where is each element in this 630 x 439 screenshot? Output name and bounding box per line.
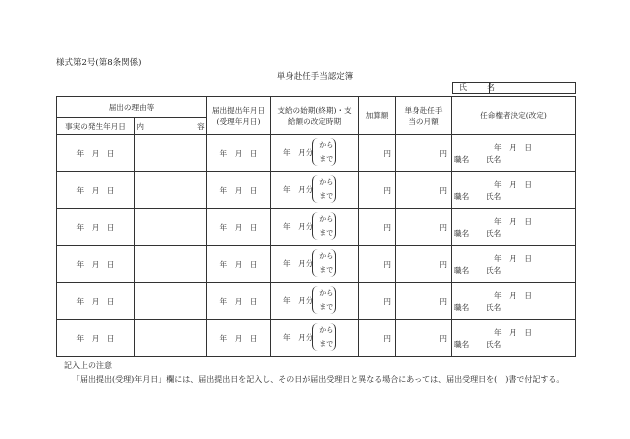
from-until-bracket	[316, 249, 336, 277]
content-cell[interactable]	[135, 320, 207, 357]
person-name-label: 氏名	[486, 266, 502, 275]
notes-heading: 記入上の注意	[64, 361, 112, 370]
form-number: 様式第2号(第8条関係)	[56, 58, 142, 68]
from-label: から	[319, 289, 334, 297]
decision-date: 年 月 日	[494, 328, 532, 337]
person-name-label: 氏名	[486, 229, 502, 238]
decision-cell[interactable]	[452, 135, 576, 172]
from-label: から	[319, 326, 334, 334]
header-payment-period: 支給の始期(終期)・支 給額の改定時期	[271, 97, 359, 135]
event-date-cell[interactable]: 年 月 日	[57, 320, 135, 357]
table-row	[57, 135, 576, 172]
period-cell[interactable]	[271, 283, 359, 320]
name-label: 氏 名	[459, 83, 501, 92]
table-row	[57, 246, 576, 283]
decision-cell[interactable]	[452, 172, 576, 209]
additional-amount-cell[interactable]: 円	[359, 209, 396, 246]
header-appointer-decision: 任命権者決定(改定)	[452, 97, 576, 135]
monthly-amount-cell[interactable]: 円	[396, 320, 452, 357]
monthly-amount-cell[interactable]: 円	[396, 246, 452, 283]
table-row	[57, 209, 576, 246]
content-cell[interactable]	[135, 283, 207, 320]
person-name-label: 氏名	[486, 340, 502, 349]
post-label: 職名	[454, 266, 470, 275]
content-cell[interactable]	[135, 246, 207, 283]
content-cell[interactable]	[135, 172, 207, 209]
until-label: まで	[319, 155, 334, 163]
table-row	[57, 172, 576, 209]
from-until-bracket	[316, 323, 336, 351]
additional-amount-cell[interactable]: 円	[359, 283, 396, 320]
from-label: から	[319, 141, 334, 149]
decision-date: 年 月 日	[494, 217, 532, 226]
page-title: 単身赴任手当認定簿	[276, 72, 354, 82]
period-cell[interactable]	[271, 209, 359, 246]
post-label: 職名	[454, 340, 470, 349]
table-row	[57, 283, 576, 320]
event-date-cell[interactable]: 年 月 日	[57, 283, 135, 320]
from-label: から	[319, 252, 334, 260]
decision-cell[interactable]	[452, 283, 576, 320]
header-event-date: 事実の発生年月日	[57, 118, 135, 135]
decision-date: 年 月 日	[494, 254, 532, 263]
content-cell[interactable]	[135, 209, 207, 246]
period-month: 年 月分	[283, 148, 314, 157]
submit-date-cell[interactable]: 年 月 日	[207, 246, 271, 283]
from-until-bracket	[316, 212, 336, 240]
post-label: 職名	[454, 229, 470, 238]
post-label: 職名	[454, 192, 470, 201]
table-row	[57, 320, 576, 357]
decision-cell[interactable]	[452, 209, 576, 246]
decision-date: 年 月 日	[494, 180, 532, 189]
certification-register-table	[56, 96, 576, 357]
event-date-cell[interactable]: 年 月 日	[57, 209, 135, 246]
decision-cell[interactable]	[452, 320, 576, 357]
content-cell[interactable]	[135, 135, 207, 172]
additional-amount-cell[interactable]: 円	[359, 246, 396, 283]
period-cell[interactable]	[271, 320, 359, 357]
header-reason: 届出の理由等	[57, 97, 207, 118]
period-month: 年 月分	[283, 222, 314, 231]
post-label: 職名	[454, 155, 470, 164]
submit-date-cell[interactable]: 年 月 日	[207, 209, 271, 246]
person-name-label: 氏名	[486, 303, 502, 312]
decision-cell[interactable]	[452, 246, 576, 283]
monthly-amount-cell[interactable]: 円	[396, 283, 452, 320]
from-until-bracket	[316, 175, 336, 203]
period-cell[interactable]	[271, 246, 359, 283]
monthly-amount-cell[interactable]: 円	[396, 172, 452, 209]
period-month: 年 月分	[283, 296, 314, 305]
period-cell[interactable]	[271, 135, 359, 172]
name-box	[452, 82, 576, 94]
submit-date-cell[interactable]: 年 月 日	[207, 283, 271, 320]
period-month: 年 月分	[283, 259, 314, 268]
monthly-amount-cell[interactable]: 円	[396, 135, 452, 172]
from-until-bracket	[316, 138, 336, 166]
until-label: まで	[319, 340, 334, 348]
header-submit-date: 届出提出年月日 (受理年月日)	[207, 97, 271, 135]
decision-date: 年 月 日	[494, 143, 532, 152]
period-month: 年 月分	[283, 333, 314, 342]
submit-date-cell[interactable]: 年 月 日	[207, 135, 271, 172]
until-label: まで	[319, 229, 334, 237]
header-monthly-amount: 単身赴任手 当の月額	[396, 97, 452, 135]
until-label: まで	[319, 192, 334, 200]
event-date-cell[interactable]: 年 月 日	[57, 135, 135, 172]
header-additional-amount: 加算額	[359, 97, 396, 135]
monthly-amount-cell[interactable]: 円	[396, 209, 452, 246]
header-content: 内 容	[135, 118, 207, 135]
submit-date-cell[interactable]: 年 月 日	[207, 172, 271, 209]
from-until-bracket	[316, 286, 336, 314]
additional-amount-cell[interactable]: 円	[359, 135, 396, 172]
person-name-label: 氏名	[486, 192, 502, 201]
additional-amount-cell[interactable]: 円	[359, 172, 396, 209]
until-label: まで	[319, 303, 334, 311]
until-label: まで	[319, 266, 334, 274]
period-month: 年 月分	[283, 185, 314, 194]
period-cell[interactable]	[271, 172, 359, 209]
submit-date-cell[interactable]: 年 月 日	[207, 320, 271, 357]
notes-body: 「届出提出(受理)年月日」欄には、届出提出日を記入し、その日が届出受理日と異なる場合にあっては、届出受理日を( )書で付記する。	[72, 375, 565, 384]
additional-amount-cell[interactable]: 円	[359, 320, 396, 357]
from-label: から	[319, 178, 334, 186]
post-label: 職名	[454, 303, 470, 312]
person-name-label: 氏名	[486, 155, 502, 164]
event-date-cell[interactable]: 年 月 日	[57, 172, 135, 209]
decision-date: 年 月 日	[494, 291, 532, 300]
from-label: から	[319, 215, 334, 223]
event-date-cell[interactable]: 年 月 日	[57, 246, 135, 283]
